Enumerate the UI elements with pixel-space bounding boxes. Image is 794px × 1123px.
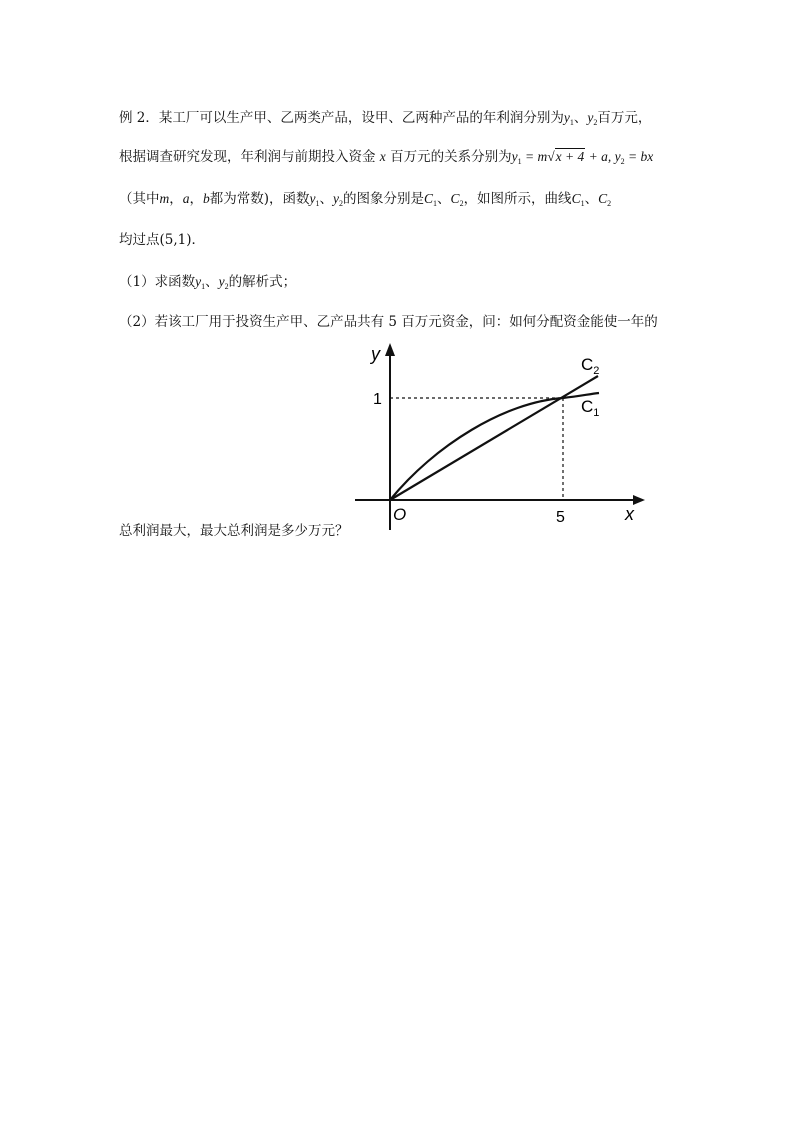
var-C1: $C_1$ [424, 191, 438, 208]
var-x: x [379, 149, 386, 164]
curve-c2-label: $C_2$ [581, 355, 600, 377]
x-axis-label: x [625, 504, 634, 524]
question-2-end: 总利润最大，最大总利润是多少万元？ [119, 523, 349, 539]
curve-c2 [390, 376, 598, 500]
y-tick-label: 1 [373, 391, 382, 408]
formula: $y_1 = m√x + 4 + a$, $y_2$ = bx [511, 149, 654, 166]
problem-text: 百万元的关系分别为 [390, 149, 512, 165]
problem-line-1 [119, 108, 651, 133]
var-y1: $y_1$ [309, 191, 320, 208]
var-C2: $C_2$ [598, 191, 612, 208]
separator: 、 [573, 110, 588, 126]
var-y2: $y_2$ [333, 191, 344, 208]
problem-text: 百万元， [597, 110, 652, 126]
problem-text: 根据调查研究发现，年利润与前期投入资金 [119, 149, 376, 165]
question-2: （2）若该工厂用于投资生产甲、乙产品共有 5 百万元资金，问：如何分配资金能使一年的 [119, 314, 658, 330]
var-a: a [182, 191, 190, 206]
var-b: b [203, 191, 210, 206]
function-graph-figure [355, 340, 655, 535]
var-y1: $y_1$ [563, 110, 574, 127]
var-C1: $C_1$ [571, 191, 585, 208]
problem-line-4: 均过点(5,1)． [119, 232, 206, 248]
curve-c1-label: $C_1$ [581, 397, 600, 419]
var-y1: $y_1$ [195, 274, 206, 291]
var-y2: $y_2$ [587, 110, 598, 127]
var-y2: $y_2$ [218, 274, 229, 291]
var-C2: $C_2$ [450, 191, 464, 208]
y-axis-arrow [385, 343, 395, 356]
problem-text: 例 2．某工厂可以生产甲、乙两类产品，设甲、乙两种产品的年利润分别为 [119, 110, 564, 126]
curve-c1 [390, 393, 599, 500]
problem-line-2 [119, 147, 653, 172]
var-m: m [159, 191, 170, 206]
question-1: （1）求函数$y_1$、$y_2$的解析式； [119, 274, 297, 291]
y-axis-label: y [371, 344, 380, 364]
problem-line-3: （其中m，a，b都为常数)，函数$y_1$、$y_2$的图象分别是$C_1$、$C_2$，如图所示，曲线$C_1$、$C_2$ [119, 191, 612, 208]
x-tick-label: 5 [556, 509, 565, 526]
origin-label: O [393, 505, 407, 524]
x-axis-arrow [633, 495, 645, 505]
